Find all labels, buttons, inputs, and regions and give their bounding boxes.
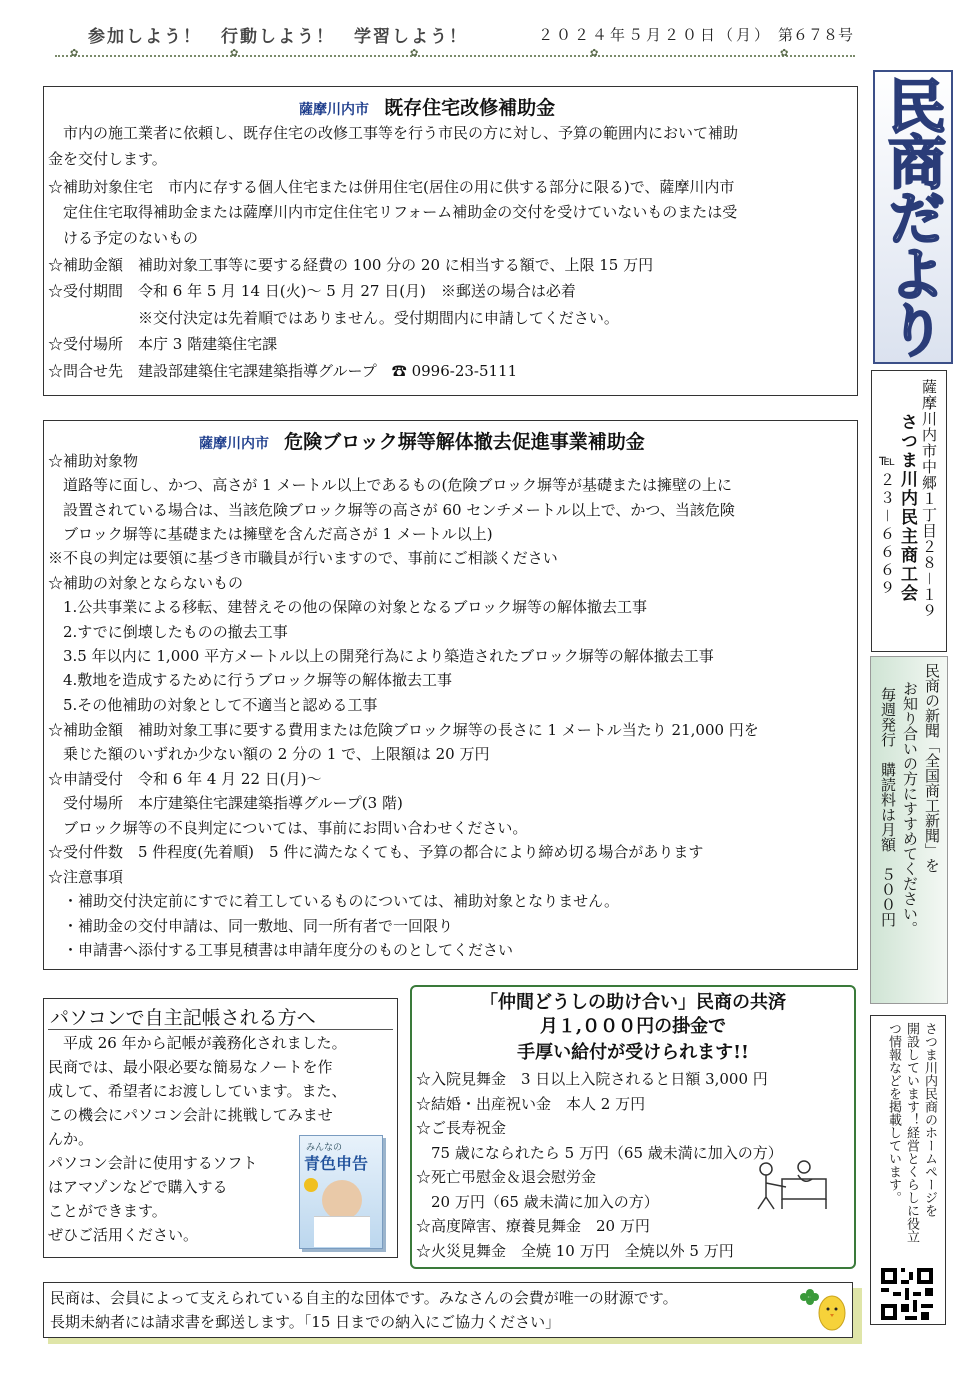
promo-line: お知り合いの方にすすめてください。 <box>901 681 919 936</box>
body-line: 金を交付します。 <box>48 150 167 168</box>
homepage-box <box>870 1015 946 1325</box>
body-line: 民商では、最小限必要な簡易なノートを作 <box>48 1058 333 1076</box>
footer-line: 民商は、会員によって支えられている自主的な団体です。みなさんの会費が唯一の財源です。 <box>50 1289 678 1307</box>
body-line: ☆問合せ先 建設部建築住宅課建築指導グループ ☎ 0996-23-5111 <box>48 362 518 380</box>
body-line: 平成 26 年から記帳が義務化されました。 <box>48 1034 347 1052</box>
body-line: 1.公共事業による移転、建替えその他の保障の対象となるブロック塀等の解体撤去工事 <box>48 598 648 616</box>
body-line: んか。 <box>48 1130 94 1148</box>
mutual-title-3: 手厚い給付が受けられます!! <box>517 1042 749 1063</box>
promo-line: 毎週発行 購読料は月額 ５００円 <box>879 687 897 927</box>
header-slogan: 参加しよう！ 行動しよう！ 学習しよう！ <box>88 27 468 47</box>
body-line: 3.5 年以内に 1,000 平方メートル以上の開発行為により築造されたブロック塀等の解体撤去工事 <box>48 647 714 665</box>
package-title: 青色申告 <box>304 1154 369 1173</box>
homepage-line: 開設しています！経営とくらしに役立 <box>904 1022 919 1243</box>
caregiver-illustration <box>752 1157 832 1213</box>
body-line: 5.その他補助の対象として不適当と認める工事 <box>48 696 378 714</box>
body-line: ☆申請受付 令和 6 年 4 月 22 日(月)～ <box>48 770 322 788</box>
body-line: ブロック塀等に基礎または擁壁を含んだ高さが 1 メートル以上) <box>48 525 493 543</box>
mutual-title-1: 「仲間どうしの助け合い」民商の共済 <box>480 992 786 1013</box>
body-line: ブロック塀等の不良判定については、事前にお問い合わせください。 <box>48 819 528 837</box>
org-phone: ℡２３－６６６９ <box>878 451 896 599</box>
flower-ornament-icon: ✿ <box>410 48 419 59</box>
org-name: さつま川内民主商工会 <box>897 413 917 603</box>
flower-ornament-icon: ✿ <box>230 48 239 59</box>
body-line: ☆受付場所 本庁 3 階建築住宅課 <box>48 335 278 353</box>
mutual-aid-box <box>410 985 856 1269</box>
title-underline <box>48 1029 393 1030</box>
body-line: ☆補助対象物 <box>48 452 139 470</box>
body-line: ☆受付期間 令和 6 年 5 月 14 日(火)～ 5 月 27 日(月) ※郵送の場合は必着 <box>48 282 576 300</box>
homepage-line: つ情報などを掲載しています。 <box>886 1022 901 1204</box>
org-address: 薩摩川内市中郷１丁目２８－１９ <box>920 379 938 620</box>
body-line: 乗じた額のいずれか少ない額の 2 分の 1 で、上限額は 20 万円 <box>48 745 490 763</box>
body-line: 定住住宅取得補助金または薩摩川内市定住住宅リフォーム補助金の交付を受けていないものまたは受 <box>48 203 738 221</box>
body-line: 2.すでに倒壊したものの撤去工事 <box>48 623 288 641</box>
body-line: ☆結婚・出産祝い金 本人 2 万円 <box>416 1095 646 1113</box>
body-line: ☆死亡弔慰金＆退会慰労金 <box>416 1168 597 1186</box>
person-shirt-icon <box>314 1216 370 1247</box>
body-line: ☆火災見舞金 全焼 10 万円 全焼以外 5 万円 <box>416 1242 734 1260</box>
body-line: ☆補助対象住宅 市内に存する個人住宅または併用住宅(居住の用に供する部分に限る)で、薩摩川内市 <box>48 178 735 196</box>
flower-ornament-icon: ✿ <box>780 48 789 59</box>
homepage-line: さつま川内民商のホームページを <box>922 1022 937 1217</box>
city-label: 薩摩川内市 <box>299 102 369 118</box>
body-line: ☆補助金額 補助対象工事に要する費用または危険ブロック塀等の長さに 1 メートル当たり 21,000 円を <box>48 721 759 739</box>
section-heading <box>299 93 555 120</box>
address-box <box>871 370 947 652</box>
body-line: 受付場所 本庁建築住宅課建築指導グループ(3 階) <box>48 794 403 812</box>
body-line: ける予定のないもの <box>48 229 199 247</box>
body-line: ・申請書へ添付する工事見積書は申請年度分のものとしてください <box>48 941 514 959</box>
chick-mascot-icon <box>796 1285 848 1333</box>
header-divider <box>55 55 855 57</box>
body-line: ・補助交付決定前にすでに着工しているものについては、補助対象となりません。 <box>48 892 620 910</box>
body-line: ☆受付件数 5 件程度(先着順) 5 件に満たなくても、予算の都合により締め切る場合があります <box>48 843 704 861</box>
footer-line: 長期未納者には請求書を郵送します。「15 日までの納入にご協力ください」 <box>50 1313 561 1331</box>
body-line: ☆補助の対象とならないもの <box>48 574 244 592</box>
body-line: 成して、希望者にお渡ししています。また、 <box>48 1082 347 1100</box>
masthead <box>873 70 953 364</box>
box-title: パソコンで自主記帳される方へ <box>50 1007 316 1029</box>
badge-icon <box>304 1178 318 1192</box>
body-line: ・補助金の交付申請は、同一敷地、同一所有者で一回限り <box>48 917 454 935</box>
housing-renovation-section <box>43 86 858 396</box>
body-line: この機会にパソコン会計に挑戦してみませ <box>48 1106 333 1124</box>
body-line: はアマゾンなどで購入する <box>48 1178 228 1196</box>
body-line: 市内の施工業者に依頼し、既存住宅の改修工事等を行う市民の方に対し、予算の範囲内において補助 <box>48 124 739 142</box>
qr-code-icon[interactable] <box>881 1268 933 1320</box>
footer-notice <box>43 1282 853 1338</box>
mutual-title-2: 月１,０００円の掛金で <box>539 1016 727 1037</box>
promo-line: 民商の新聞「全国商工新聞」を <box>923 663 941 873</box>
body-line: ※不良の判定は要領に基づき市職員が行いますので、事前にご相談ください <box>48 549 558 567</box>
body-line: ☆注意事項 <box>48 868 124 886</box>
masthead-title: 民商だより <box>878 76 946 356</box>
body-line: 道路等に面し、かつ、高さが 1 メートル以上であるもの(危険ブロック塀等が基礎または擁壁の上に <box>48 476 733 494</box>
body-line: 20 万円（65 歳未満に加入の方） <box>416 1193 659 1211</box>
issue-number: 第６７８号 <box>778 26 854 44</box>
issue-date: ２０２４年５月２０日（月） <box>538 26 773 44</box>
flower-ornament-icon: ✿ <box>70 48 79 59</box>
body-line: ☆入院見舞金 3 日以上入院されると日額 3,000 円 <box>416 1070 768 1088</box>
body-line: パソコン会計に使用するソフト <box>48 1154 258 1172</box>
body-line: 設置されている場合は、当該危険ブロック塀等の高さが 60 センチメートル以上で、かつ、当該危険 <box>48 501 735 519</box>
software-package-image <box>299 1135 383 1249</box>
body-line: 4.敷地を造成するために行うブロック塀等の解体撤去工事 <box>48 671 453 689</box>
body-line: ☆高度障害、療養見舞金 20 万円 <box>416 1217 650 1235</box>
body-line: 75 歳になられたら 5 万円（65 歳未満に加入の方） <box>416 1144 783 1162</box>
body-line: ぜひご活用ください。 <box>48 1226 199 1244</box>
city-label: 薩摩川内市 <box>199 436 269 452</box>
body-line: ことができます。 <box>48 1202 167 1220</box>
block-wall-section <box>43 420 858 970</box>
section-heading <box>199 427 645 454</box>
body-line: ※交付決定は先着順ではありません。受付期間内に申請してください。 <box>48 309 619 327</box>
pc-bookkeeping-box <box>43 998 398 1258</box>
flower-ornament-icon: ✿ <box>590 48 599 59</box>
section-title: 既存住宅改修補助金 <box>384 97 556 119</box>
newspaper-promo-box <box>870 656 948 1004</box>
package-small-label: みんなの <box>306 1143 343 1153</box>
section-title: 危険ブロック塀等解体撤去促進事業補助金 <box>284 431 645 453</box>
person-face-icon <box>322 1180 362 1220</box>
body-line: ☆ご長寿祝金 <box>416 1119 507 1137</box>
body-line: ☆補助金額 補助対象工事等に要する経費の 100 分の 20 に相当する額で、上限 15 万円 <box>48 256 654 274</box>
